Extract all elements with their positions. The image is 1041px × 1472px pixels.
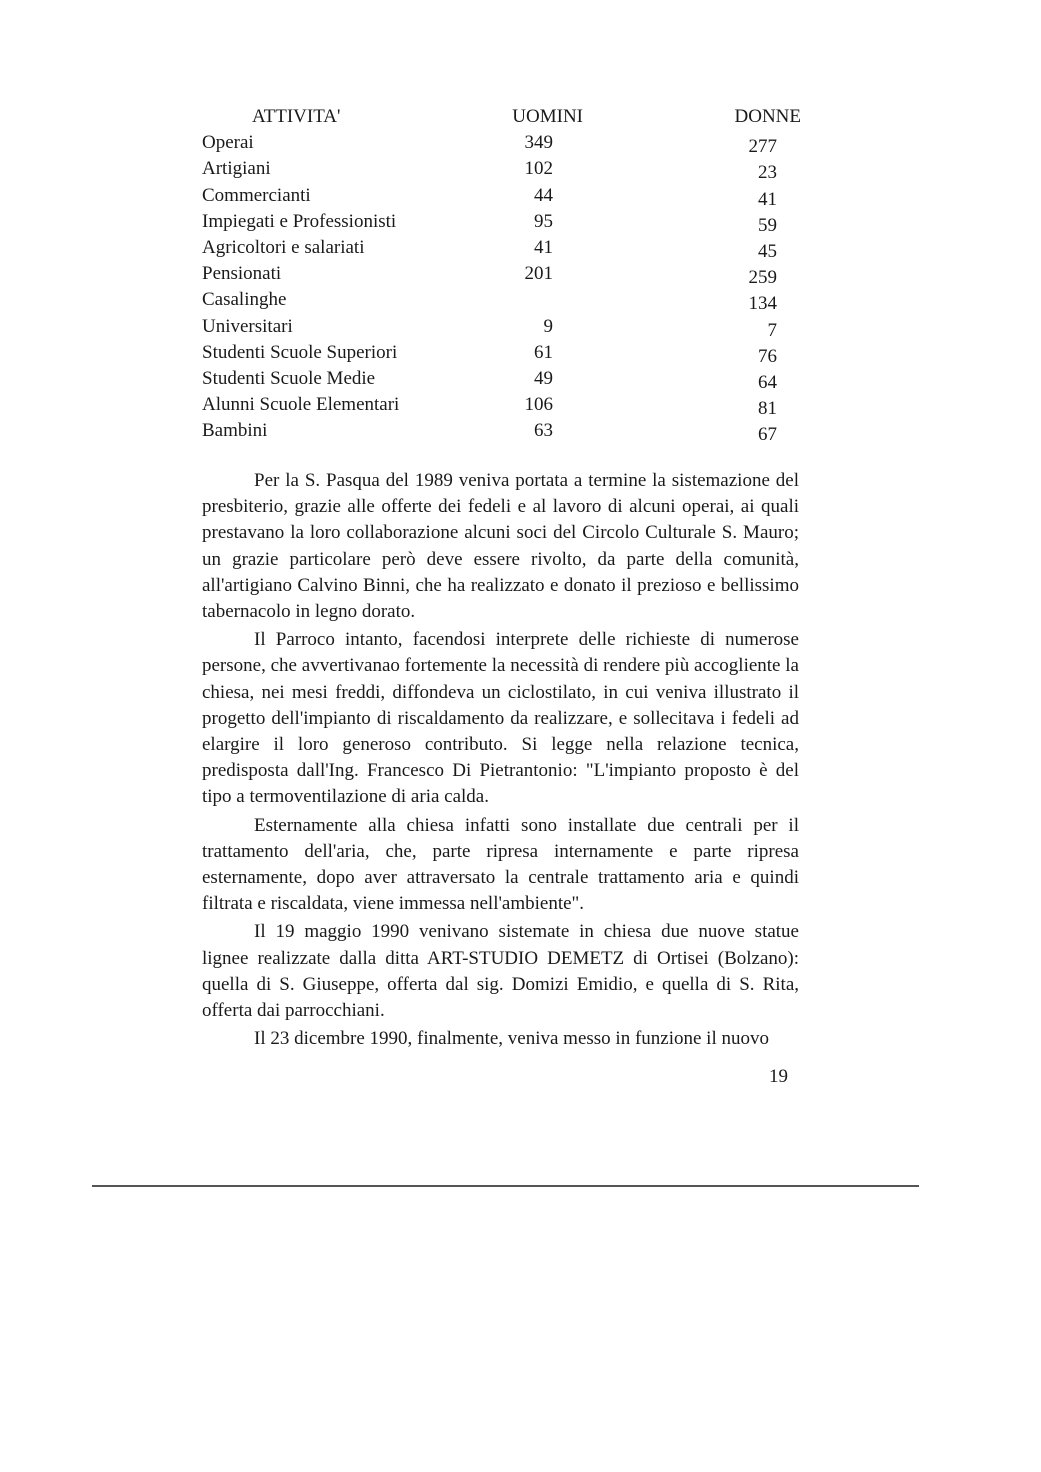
row-activity: Pensionati	[202, 263, 282, 285]
table-row	[202, 340, 807, 366]
header-women: DONNE	[734, 106, 801, 127]
row-activity: Agricoltori e salariati	[202, 236, 365, 258]
table-row	[202, 235, 807, 261]
row-activity: Casalinghe	[202, 289, 287, 311]
row-men: 41	[534, 236, 553, 258]
row-men: 102	[524, 158, 553, 180]
page-number: 19	[769, 1066, 788, 1087]
row-men: 49	[534, 367, 553, 389]
row-women: 41	[758, 188, 777, 210]
row-activity: Bambini	[202, 420, 268, 442]
table-row	[202, 130, 807, 156]
row-women: 45	[758, 240, 777, 262]
row-women: 81	[758, 398, 777, 420]
table-body	[202, 130, 807, 444]
row-women: 67	[758, 424, 777, 446]
row-women: 64	[758, 371, 777, 393]
row-men: 9	[543, 315, 553, 337]
row-men: 201	[524, 263, 553, 285]
body-text	[202, 468, 799, 1054]
row-activity: Artigiani	[202, 158, 271, 180]
paragraph: Il Parroco intanto, facendosi interprete delle richieste di numerose persone, che avvertivanao fortemente la necessità di rendere più accogliente la chiesa, nei mesi freddi, diffondeva un ciclostilato, in cui veniva illustrato il progetto dell'impianto di riscaldamento da realizzare, e sollecitava i fedeli ad elargire il loro generoso contributo. Si legge nella relazione tecnica, predisposta dall'Ing. Francesco Di Pietrantonio: "L'impianto proposto è del tipo a termoventilazione di aria calda.	[202, 629, 799, 808]
paragraph: Esternamente alla chiesa infatti sono installate due centrali per il trattamento dell'aria, che, parte ripresa internamente e parte ripresa esternamente, dopo aver attraversato la centrale trattamento aria e quindi filtrata e riscaldata, viene immessa nell'ambiente".	[202, 814, 799, 915]
row-activity: Operai	[202, 132, 254, 154]
table-row	[202, 287, 807, 313]
table-row	[202, 366, 807, 392]
table-row	[202, 209, 807, 235]
row-women: 59	[758, 214, 777, 236]
row-activity: Universitari	[202, 315, 293, 337]
row-men: 63	[534, 420, 553, 442]
table-row	[202, 261, 807, 287]
row-women: 259	[748, 267, 777, 289]
row-activity: Alunni Scuole Elementari	[202, 394, 400, 416]
table-row	[202, 183, 807, 209]
row-activity: Studenti Scuole Medie	[202, 367, 376, 389]
table-header-row	[202, 104, 807, 130]
paragraph: Per la S. Pasqua del 1989 veniva portata a termine la sistemazione del presbiterio, grazie alle offerte dei fedeli e al lavoro di alcuni operai, ai quali prestavano la loro collaborazione alcuni soci del Circolo Culturale S. Mauro; un grazie particolare però deve essere rivolto, da parte della comunità, all'artigiano Calvino Binni, che ha realizzato e donato il prezioso e bellissimo tabernacolo in legno dorato.	[202, 470, 799, 623]
row-men: 349	[524, 132, 553, 154]
header-men: UOMINI	[512, 106, 583, 127]
table-row	[202, 392, 807, 418]
row-women: 134	[748, 293, 777, 315]
row-men: 106	[524, 394, 553, 416]
row-men: 61	[534, 341, 553, 363]
row-activity: Studenti Scuole Superiori	[202, 341, 398, 363]
row-activity: Impiegati e Professionisti	[202, 210, 397, 232]
row-men: 44	[534, 184, 553, 206]
row-activity: Commercianti	[202, 184, 311, 206]
table-row	[202, 314, 807, 340]
header-activity: ATTIVITA'	[252, 106, 341, 127]
row-women: 23	[758, 162, 777, 184]
row-women: 76	[758, 345, 777, 367]
table-row	[202, 156, 807, 182]
row-men: 95	[534, 210, 553, 232]
footer-divider	[92, 1185, 919, 1187]
table-row	[202, 418, 807, 444]
activity-table	[202, 104, 807, 444]
paragraph: Il 19 maggio 1990 venivano sistemate in chiesa due nuove statue lignee realizzate dalla ditta ART-STUDIO DEMETZ di Ortisei (Bolzano): quella di S. Giuseppe, offerta dal sig. Domizi Emidio, e quella di S. Rita, offerta dai parrocchiani.	[202, 921, 799, 1022]
paragraph: Il 23 dicembre 1990, finalmente, veniva messo in funzione il nuovo	[254, 1028, 769, 1050]
row-women: 7	[767, 319, 777, 341]
row-women: 277	[748, 136, 777, 158]
